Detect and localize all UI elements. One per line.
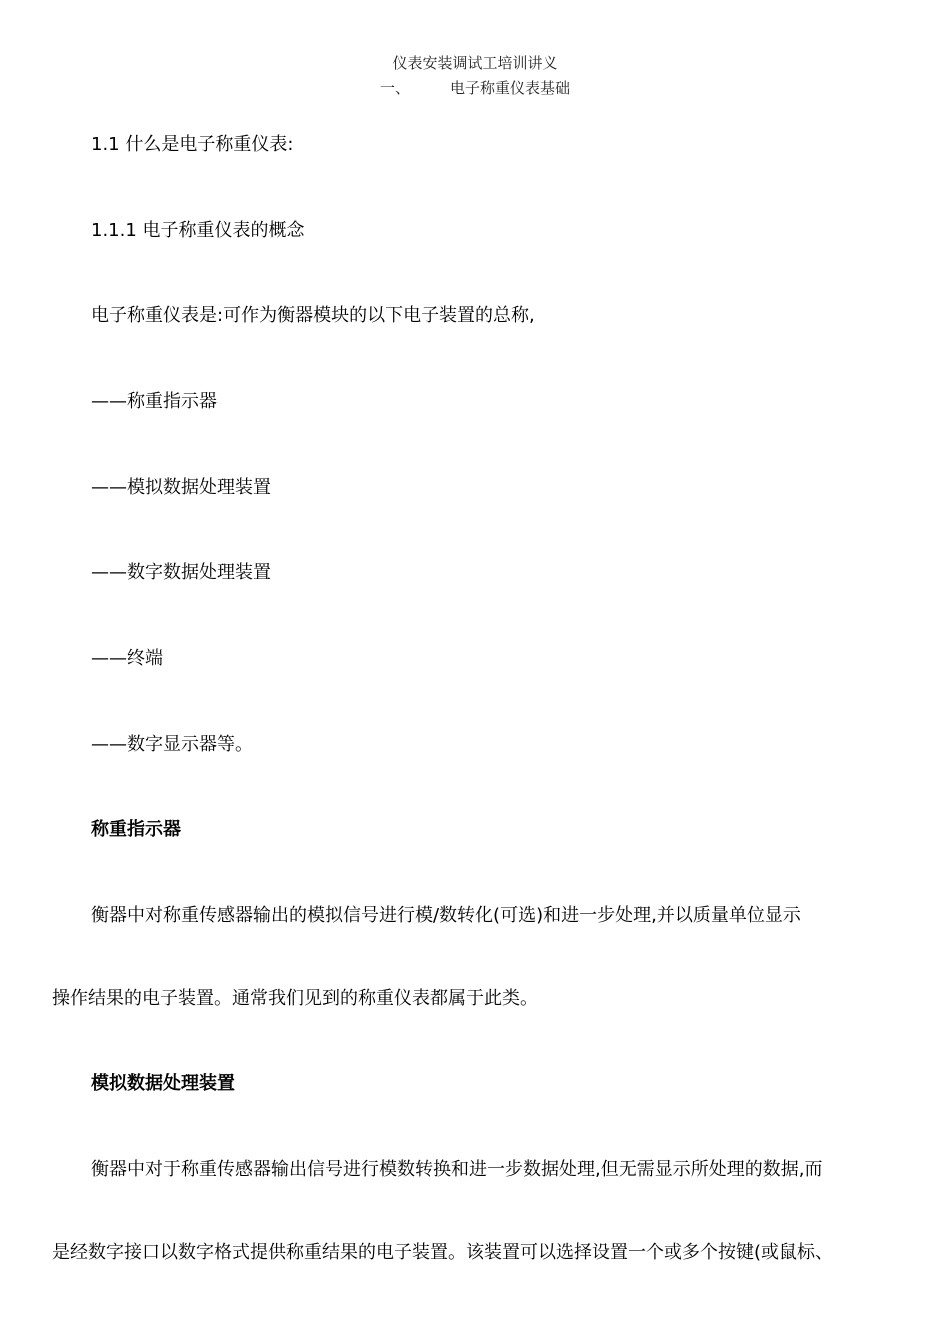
paragraph-line: 衡器中对于称重传感器输出信号进行模数转换和进一步数据处理,但无需显示所处理的数据,而 [91,1159,823,1180]
list-item: ——模拟数据处理装置 [91,477,271,498]
list-item: ——数字显示器等。 [91,734,253,755]
list-item: ——终端 [91,648,163,669]
list-item: ——数字数据处理装置 [91,562,271,583]
section-number: 一、 [379,79,410,97]
section-title: 电子称重仪表基础 [449,79,570,97]
paragraph-line: 操作结果的电子装置。通常我们见到的称重仪表都属于此类。 [52,988,538,1009]
paragraph-line: 是经数字接口以数字格式提供称重结果的电子装置。该装置可以选择设置一个或多个按键(或鼠标、 [52,1242,834,1263]
document-title: 仪表安装调试工培训讲义 [392,54,558,72]
heading-1-1-1: 1.1.1 电子称重仪表的概念 [91,220,305,241]
heading-1-1: 1.1 什么是电子称重仪表: [91,134,294,155]
term-heading-analog-processing: 模拟数据处理装置 [91,1073,235,1094]
paragraph-line: 衡器中对称重传感器输出的模拟信号进行模/数转化(可选)和进一步处理,并以质量单位显示 [91,905,801,926]
list-item: ——称重指示器 [91,391,217,412]
term-heading-weighing-indicator: 称重指示器 [91,819,181,840]
definition-text: 电子称重仪表是:可作为衡器模块的以下电子装置的总称, [91,305,535,326]
section-heading [0,78,950,98]
